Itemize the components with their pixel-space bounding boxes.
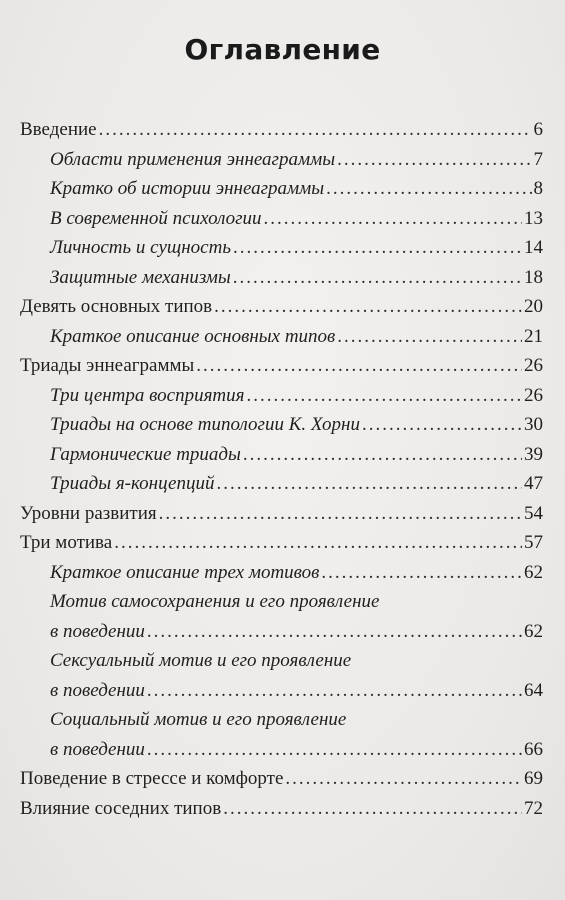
- toc-entry-page: 62: [524, 561, 543, 583]
- toc-entry-label: Мотив самосохранения и его проявление: [50, 591, 380, 612]
- page-title: Оглавление: [184, 33, 381, 66]
- toc-entry-label: Влияние соседних типов: [20, 797, 222, 819]
- toc-entry-section[interactable]: [20, 381, 543, 411]
- dot-leader: [114, 528, 522, 558]
- dot-leader: [147, 735, 522, 765]
- toc-entry-section[interactable]: [20, 204, 543, 234]
- table-of-contents: [20, 115, 543, 823]
- toc-entry-page: 47: [524, 473, 543, 494]
- dot-leader: [99, 115, 532, 145]
- toc-entry-label: Три мотива: [20, 532, 113, 553]
- toc-entry-chapter[interactable]: [20, 794, 543, 824]
- toc-entry-label: Кратко об истории эннеаграммы: [50, 178, 325, 199]
- toc-entry-page: 18: [524, 266, 543, 288]
- toc-entry-section-line2[interactable]: [20, 676, 543, 706]
- toc-entry-page: 30: [524, 414, 543, 435]
- dot-leader: [362, 410, 522, 440]
- toc-entry-page: 21: [524, 325, 543, 347]
- toc-entry-section-line1[interactable]: [20, 705, 543, 735]
- dot-leader: [216, 469, 522, 499]
- toc-entry-section-line1[interactable]: [20, 587, 543, 617]
- toc-entry-section[interactable]: [20, 440, 543, 470]
- dot-leader: [337, 145, 531, 175]
- toc-entry-chapter[interactable]: [20, 528, 543, 558]
- toc-entry-page: 20: [524, 296, 543, 317]
- toc-entry-page: 66: [524, 738, 543, 760]
- toc-entry-page: 26: [524, 355, 543, 376]
- toc-entry-label: Три центра восприятия: [50, 384, 245, 406]
- toc-entry-page: 14: [524, 237, 543, 258]
- toc-entry-page: 72: [524, 797, 543, 819]
- dot-leader: [214, 292, 522, 322]
- dot-leader: [147, 617, 522, 647]
- toc-entry-page: 64: [524, 679, 543, 701]
- toc-entry-chapter[interactable]: [20, 499, 543, 529]
- toc-entry-label: Краткое описание трех мотивов: [50, 561, 320, 583]
- toc-entry-chapter[interactable]: [20, 351, 543, 381]
- dot-leader: [159, 499, 522, 529]
- toc-entry-label: Уровни развития: [20, 502, 157, 524]
- dot-leader: [337, 322, 522, 352]
- toc-entry-chapter[interactable]: [20, 292, 543, 322]
- toc-entry-section-line1[interactable]: [20, 646, 543, 676]
- toc-entry-section[interactable]: [20, 145, 543, 175]
- toc-entry-section[interactable]: [20, 263, 543, 293]
- toc-entry-section[interactable]: [20, 469, 543, 499]
- toc-entry-page: 7: [533, 148, 543, 170]
- toc-entry-label: Поведение в стрессе и комфорте: [20, 768, 284, 789]
- toc-entry-label: Триады эннеаграммы: [20, 355, 195, 376]
- toc-entry-section[interactable]: [20, 558, 543, 588]
- toc-entry-section[interactable]: [20, 174, 543, 204]
- toc-entry-chapter[interactable]: [20, 764, 543, 794]
- toc-entry-label: Защитные механизмы: [50, 266, 231, 288]
- toc-entry-page: 57: [524, 532, 543, 553]
- dot-leader: [223, 794, 522, 824]
- dot-leader: [285, 764, 522, 794]
- toc-entry-chapter[interactable]: [20, 115, 543, 145]
- dot-leader: [147, 676, 522, 706]
- toc-entry-label: Триады на основе типологии К. Хорни: [50, 414, 360, 435]
- dot-leader: [243, 440, 522, 470]
- toc-entry-label: Социальный мотив и его проявление: [50, 709, 347, 730]
- dot-leader: [246, 381, 522, 411]
- toc-entry-section-line2[interactable]: [20, 735, 543, 765]
- toc-entry-page: 69: [524, 768, 543, 789]
- toc-entry-page: 62: [524, 620, 543, 642]
- toc-entry-label: Сексуальный мотив и его проявление: [50, 650, 352, 671]
- toc-entry-page: 8: [533, 178, 543, 199]
- toc-entry-label: Личность и сущность: [50, 237, 231, 258]
- toc-entry-label: Триады я-концепций: [50, 473, 215, 494]
- toc-entry-section[interactable]: [20, 322, 543, 352]
- dot-leader: [264, 204, 522, 234]
- toc-entry-label: В современной психологии: [50, 207, 262, 229]
- dot-leader: [196, 351, 522, 381]
- toc-entry-page: 39: [524, 443, 543, 465]
- toc-entry-label: Введение: [20, 119, 97, 140]
- dot-leader: [233, 233, 522, 263]
- toc-entry-page: 6: [533, 119, 543, 140]
- toc-entry-label: Области применения эннеаграммы: [50, 148, 336, 170]
- dot-leader: [321, 558, 522, 588]
- dot-leader: [326, 174, 531, 204]
- toc-entry-page: 26: [524, 384, 543, 406]
- toc-entry-label: Краткое описание основных типов: [50, 325, 336, 347]
- toc-entry-label: в поведении: [50, 620, 145, 642]
- toc-entry-label: в поведении: [50, 679, 145, 701]
- toc-entry-label: в поведении: [50, 738, 145, 760]
- toc-entry-section[interactable]: [20, 233, 543, 263]
- toc-entry-section[interactable]: [20, 410, 543, 440]
- toc-entry-label: Гармонические триады: [50, 443, 241, 465]
- toc-entry-page: 54: [524, 502, 543, 524]
- toc-entry-label: Девять основных типов: [20, 296, 213, 317]
- toc-entry-section-line2[interactable]: [20, 617, 543, 647]
- toc-entry-page: 13: [524, 207, 543, 229]
- dot-leader: [233, 263, 522, 293]
